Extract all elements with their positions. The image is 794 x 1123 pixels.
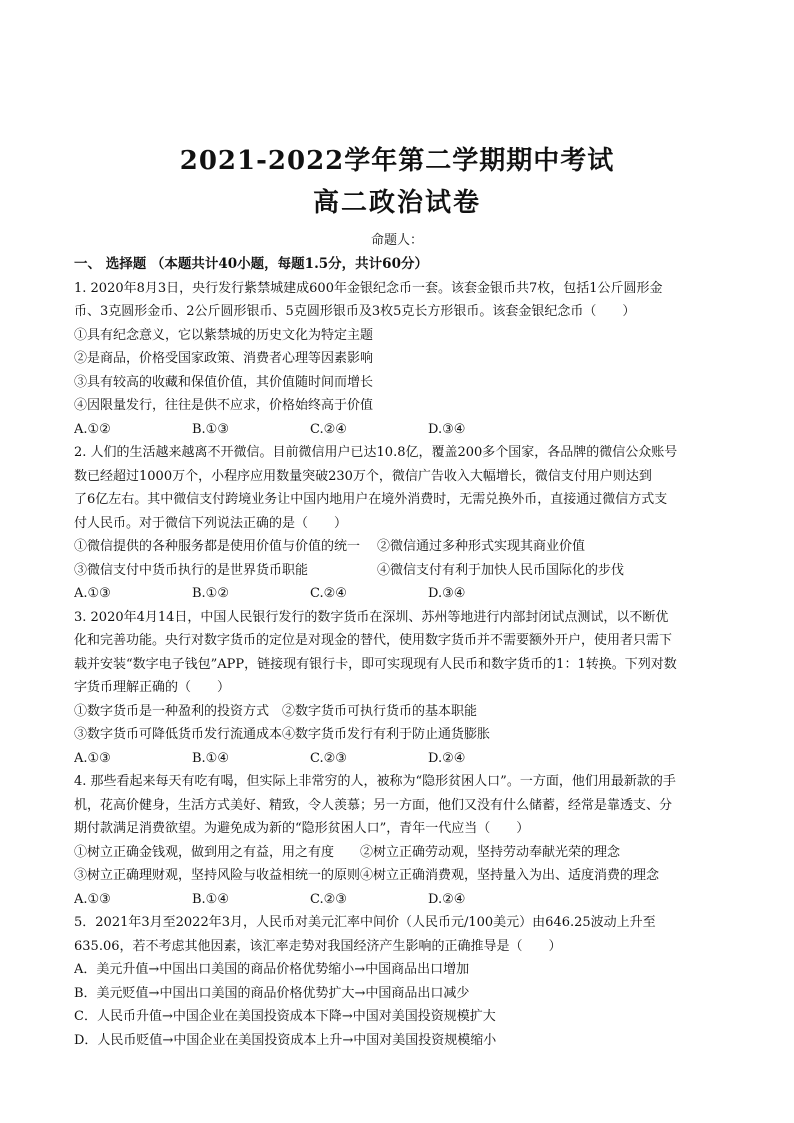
- answer-options: [74, 582, 724, 606]
- option-a: A.①③: [74, 750, 111, 766]
- question-text-line: 635.06，若不考虑其他因素，该汇率走势对我国经济产生影响的正确推导是（ ）: [74, 938, 562, 954]
- statement-row: ①树立正确金钱观，做到用之有益，用之有度 ②树立正确劳动观，坚持劳动奉献光荣的理念: [74, 844, 621, 860]
- option-b: B.①④: [192, 750, 229, 766]
- question-text-line: 5．2021年3月至2022年3月，人民币对美元汇率中间价（人民币元/100美元）由646.25波动上升至: [74, 915, 656, 930]
- answer-options: [74, 747, 724, 771]
- question-text-line: 化和完善功能。央行对数字货币的定位是对现金的替代，使用数字货币并不需要额外开户，使用者只需下: [74, 633, 673, 648]
- option-c: C.②④: [310, 421, 347, 437]
- option-b: B.①②: [192, 586, 229, 601]
- statement: ②微信通过多种形式实现其商业价值: [377, 539, 586, 554]
- statement: ④微信支付有利于加快人民币国际化的步伐: [377, 562, 625, 578]
- question-text-line: 4. 那些看起来每天有吃有喝，但实际上非常穷的人，被称为“隐形贫困人口”。一方面，他们用最新款的手: [74, 774, 676, 789]
- statement-row: ③树立正确理财观，坚持风险与收益相统一的原则④树立正确消费观，坚持量入为出、适度消费的理念: [74, 868, 660, 883]
- question-text-line: 付人民币。对于微信下列说法正确的是（ ）: [74, 515, 348, 531]
- option-c: C.②③: [310, 891, 347, 907]
- option-c: C．人民币升值→中国企业在美国投资成本下降→中国对美国投资规模扩大: [74, 1009, 496, 1024]
- question-3: [74, 606, 724, 771]
- author-label: 命题人：: [370, 233, 423, 248]
- section-heading: 一、 选择题 （本题共计40小题，每题1.5分，共计60分）: [74, 256, 428, 272]
- question-text-line: 字货币理解正确的（ ）: [74, 680, 231, 695]
- statement: ②是商品，价格受国家政策、消费者心理等因素影响: [74, 351, 374, 366]
- option-b: B.①③: [192, 421, 229, 437]
- option-c: C.②③: [310, 750, 347, 766]
- statement-row: ①数字货币是一种盈利的投资方式 ②数字货币可执行货币的基本职能: [74, 703, 478, 719]
- statement: ①微信提供的各种服务都是使用价值与价值的统一: [74, 539, 361, 554]
- option-d: D.②④: [428, 750, 466, 766]
- exam-subtitle: 高二政治试卷: [312, 188, 481, 218]
- exam-content: [74, 253, 724, 1052]
- answer-options: [74, 888, 724, 912]
- option-b: B．美元贬值→中国出口美国的商品价格优势扩大→中国商品出口减少: [74, 985, 470, 1001]
- option-b: B.①④: [192, 891, 229, 907]
- question-text-line: 2. 人们的生活越来越离不开微信。目前微信用户已达10.8亿，覆盖200多个国家，各品牌的微信公众账号: [74, 445, 678, 460]
- option-d: D.②④: [428, 891, 466, 907]
- question-text-line: 币、3克圆形金币、2公斤圆形银币、5克圆形银币及3枚5克长方形银币。该套金银纪念币（ ）: [74, 304, 636, 319]
- question-text-line: 期付款满足消费欲望。为避免成为新的“隐形贫困人口”，青年一代应当（ ）: [74, 821, 530, 836]
- statement-row: [74, 535, 724, 559]
- question-text-line: 机，花高价健身，生活方式美好、精致，令人羡慕；另一方面，他们又没有什么储蓄，经常是靠透支、分: [74, 797, 673, 813]
- option-a: A.①③: [74, 891, 111, 907]
- statement: ①具有纪念意义，它以紫禁城的历史文化为特定主题: [74, 327, 374, 343]
- statement-row: ③数字货币可降低货币发行流通成本④数字货币发行有利于防止通货膨胀: [74, 727, 491, 742]
- statement: ③具有较高的收藏和保值价值，其价值随时间而增长: [74, 374, 374, 390]
- question-1: [74, 277, 724, 442]
- option-d: D.③④: [428, 586, 466, 601]
- option-d: D.③④: [428, 421, 466, 437]
- statement: ④因限量发行，往往是供不应求，价格始终高于价值: [74, 398, 374, 413]
- question-text-line: 数已经超过1000万个，小程序应用数量突破230万个，微信广告收入大幅增长，微信支付用户则达到: [74, 468, 652, 484]
- option-a: A．美元升值→中国出口美国的商品价格优势缩小→中国商品出口增加: [74, 962, 470, 977]
- question-5: [74, 911, 724, 1052]
- option-a: A.①③: [74, 586, 111, 601]
- option-a: A.①②: [74, 421, 111, 437]
- exam-title: 2021-2022学年第二学期期中考试: [179, 146, 615, 176]
- question-4: [74, 770, 724, 911]
- option-c: C.②④: [310, 586, 347, 601]
- question-text-line: 载并安装“数字电子钱包”APP，链接现有银行卡，即可实现现有人民币和数字货币的1：1转换。下列对数: [74, 656, 677, 672]
- question-text-line: 3. 2020年4月14日，中国人民银行发行的数字货币在深圳、苏州等地进行内部封闭试点测试，以不断优: [74, 609, 669, 625]
- statement: ③微信支付中货币执行的是世界货币职能: [74, 562, 309, 578]
- question-2: [74, 441, 724, 606]
- question-text-line: 了6亿左右。其中微信支付跨境业务让中国内地用户在境外消费时，无需兑换外币，直接通过微信方式支: [74, 492, 668, 507]
- question-text-line: 1. 2020年8月3日，央行发行紫禁城建成600年金银纪念币一套。该套金银币共7枚，包括1公斤圆形金: [74, 280, 663, 296]
- statement-row: [74, 559, 724, 583]
- answer-options: [74, 418, 724, 442]
- option-d: D．人民币贬值→中国企业在美国投资成本上升→中国对美国投资规模缩小: [74, 1032, 497, 1048]
